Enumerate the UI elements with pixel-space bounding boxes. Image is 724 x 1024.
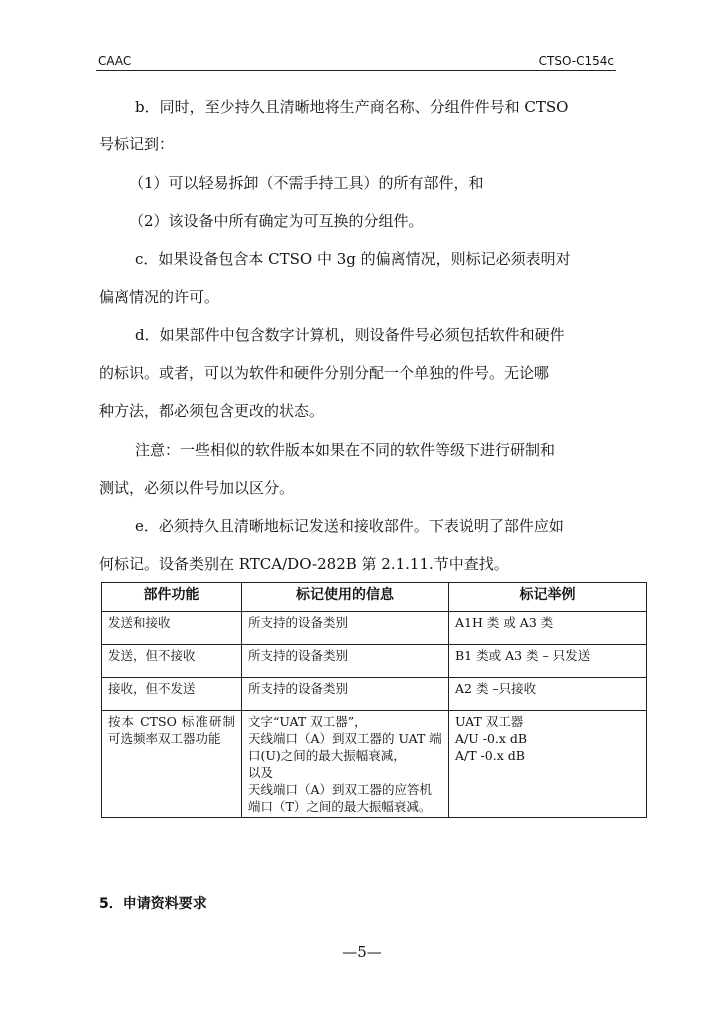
para-d-line3: 种方法，都必须包含更改的状态。	[99, 402, 325, 420]
cell-info	[242, 711, 449, 818]
para-b-line1: b．同时，至少持久且清晰地将生产商名称、分组件件号和 CTSO	[135, 98, 569, 116]
note-line1: 注意：一些相似的软件版本如果在不同的软件等级下进行研制和	[135, 441, 556, 459]
table-header-row	[102, 583, 647, 612]
cell-example: B1 类或 A3 类 – 只发送	[449, 645, 647, 678]
cell-example-line: A/U -0.x dB	[455, 731, 528, 746]
cell-example-line: A/T -0.x dB	[455, 748, 525, 763]
marking-table	[101, 582, 647, 818]
table-row	[102, 711, 647, 818]
cell-info-line: 天线端口（A）到双工器的 UAT 端口(U)之间的最大振幅衰减，	[248, 731, 442, 763]
cell-info: 所支持的设备类别	[242, 645, 449, 678]
note-line2: 测试，必须以件号加以区分。	[99, 479, 295, 497]
cell-example: A2 类 –只接收	[449, 678, 647, 711]
para-b-line2: 号标记到：	[99, 135, 175, 153]
cell-example: A1H 类 或 A3 类	[449, 612, 647, 645]
cell-example-line: UAT 双工器	[455, 714, 524, 729]
para-d-line1: d．如果部件中包含数字计算机，则设备件号必须包括软件和硬件	[135, 326, 565, 344]
para-c-line1: c．如果设备包含本 CTSO 中 3g 的偏离情况，则标记必须表明对	[135, 250, 571, 268]
cell-example	[449, 711, 647, 818]
page-number: —5—	[342, 943, 382, 961]
cell-info-line: 天线端口（A）到双工器的应答机端口（T）之间的最大振幅衰减。	[248, 782, 433, 814]
para-e-line1: e．必须持久且清晰地标记发送和接收部件。下表说明了部件应如	[135, 517, 564, 535]
col-header-example: 标记举例	[449, 583, 647, 612]
para-e-line2: 何标记。设备类别在 RTCA/DO-282B 第 2.1.11.节中查找。	[99, 555, 509, 573]
cell-info: 所支持的设备类别	[242, 678, 449, 711]
table-row	[102, 645, 647, 678]
cell-function: 接收，但不发送	[102, 678, 242, 711]
header-doc-id: CTSO-C154c	[538, 54, 614, 68]
cell-info: 所支持的设备类别	[242, 612, 449, 645]
para-d-line2: 的标识。或者，可以为软件和硬件分别分配一个单独的件号。无论哪	[99, 364, 550, 382]
col-header-info: 标记使用的信息	[242, 583, 449, 612]
header-org: CAAC	[98, 54, 132, 68]
cell-function: 按本 CTSO 标准研制可选频率双工器功能	[102, 711, 242, 818]
section-title: 5．申请资料要求	[99, 896, 207, 912]
cell-function: 发送和接收	[102, 612, 242, 645]
cell-info-line: 以及	[248, 765, 274, 780]
page-header	[96, 50, 616, 71]
para-b-item2: （2）该设备中所有确定为可互换的分组件。	[129, 212, 424, 230]
para-b-item1: （1）可以轻易拆卸（不需手持工具）的所有部件，和	[129, 174, 484, 192]
table-row	[102, 612, 647, 645]
cell-function: 发送，但不接收	[102, 645, 242, 678]
cell-info-line: 文字“UAT 双工器”，	[248, 714, 367, 729]
col-header-function: 部件功能	[102, 583, 242, 612]
para-c-line2: 偏离情况的许可。	[99, 288, 220, 306]
table-row	[102, 678, 647, 711]
